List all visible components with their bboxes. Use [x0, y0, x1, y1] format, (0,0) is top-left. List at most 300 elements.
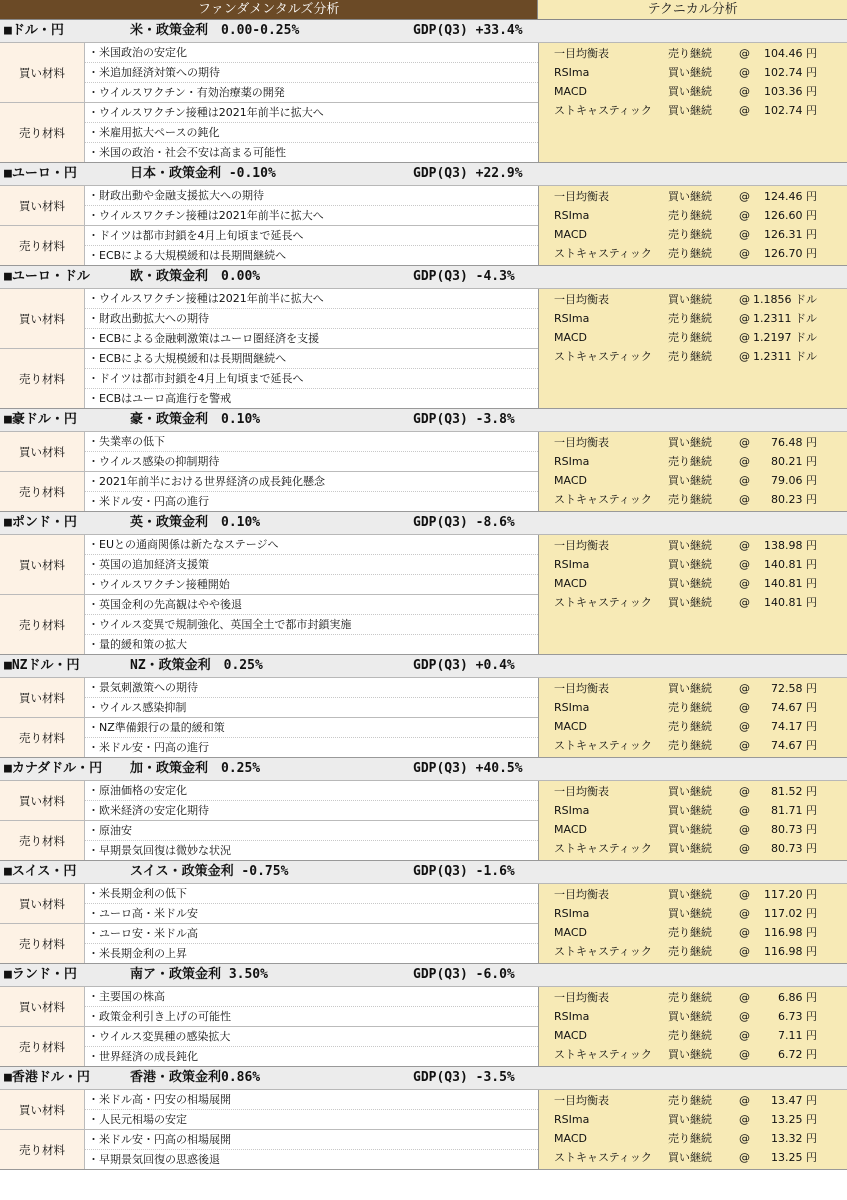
factor-group-label: 買い材料 [0, 678, 85, 717]
factor-group-label: 買い材料 [0, 186, 85, 225]
factor-item: ・ユーロ高・米ドル安 [85, 904, 538, 923]
signal-price: 116.98 円 [764, 926, 817, 939]
factor-item: ・ウイルスワクチン・有効治療薬の開発 [85, 83, 538, 102]
section-body [0, 43, 847, 162]
signal-status: 売り継続 [668, 209, 712, 222]
at-sign: @ [739, 1029, 750, 1042]
indicator-name: RSIma [554, 66, 590, 79]
at-sign: @ [739, 493, 750, 506]
policy-rate: NZ・政策金利 0.25% [130, 658, 263, 673]
factor-item: ・米長期金利の低下 [85, 884, 538, 904]
signal-row [539, 244, 847, 263]
factor-item: ・米雇用拡大ペースの鈍化 [85, 123, 538, 143]
at-sign: @ [739, 1048, 750, 1061]
factor-item: ・ウイルス感染の抑制期待 [85, 452, 538, 471]
signal-status: 売り継続 [668, 312, 712, 325]
at-sign: @ [739, 247, 750, 260]
section-title [0, 655, 847, 678]
indicator-name: MACD [554, 720, 587, 733]
signal-price: 103.36 円 [764, 85, 817, 98]
signal-status: 買い継続 [668, 577, 712, 590]
indicator-name: 一目均衡表 [554, 47, 609, 60]
signal-row [539, 536, 847, 555]
indicator-name: RSIma [554, 558, 590, 571]
buy-factors [0, 987, 538, 1027]
factor-group-label: 売り材料 [0, 472, 85, 511]
factor-item: ・英国の追加経済支援策 [85, 555, 538, 575]
signal-status: 売り継続 [668, 945, 712, 958]
signal-status: 買い継続 [668, 1010, 712, 1023]
signal-row [539, 698, 847, 717]
section-title [0, 964, 847, 987]
signal-row [539, 1148, 847, 1167]
buy-factors [0, 1090, 538, 1130]
signal-price: 126.31 円 [764, 228, 817, 241]
factor-group-label: 売り材料 [0, 821, 85, 860]
signal-price: 13.47 円 [771, 1094, 817, 1107]
factor-item: ・原油安 [85, 821, 538, 841]
factor-group-label: 買い材料 [0, 432, 85, 471]
factor-item: ・量的緩和策の拡大 [85, 635, 538, 654]
at-sign: @ [739, 739, 750, 752]
policy-rate: 豪・政策金利 0.10% [130, 412, 261, 427]
technical-signals [538, 987, 847, 1066]
factor-group-label: 売り材料 [0, 595, 85, 654]
signal-status: 買い継続 [668, 539, 712, 552]
factor-item: ・2021年前半における世界経済の成長鈍化懸念 [85, 472, 538, 492]
policy-rate: スイス・政策金利 -0.75% [130, 864, 289, 879]
factor-group-label: 売り材料 [0, 718, 85, 757]
factor-item: ・失業率の低下 [85, 432, 538, 452]
signal-price: 6.73 円 [778, 1010, 817, 1023]
buy-factors [0, 884, 538, 924]
signal-row [539, 820, 847, 839]
signal-status: 売り継続 [668, 1132, 712, 1145]
signal-row [539, 923, 847, 942]
signal-price: 104.46 円 [764, 47, 817, 60]
gdp-value: GDP(Q3) -3.8% [413, 412, 515, 427]
signal-row [539, 736, 847, 755]
section-title [0, 266, 847, 289]
factor-item: ・ウイルス変異で規制強化、英国全土で都市封鎖実施 [85, 615, 538, 635]
signal-row [539, 717, 847, 736]
currency-pair: ■スイス・円 [4, 864, 77, 879]
at-sign: @ [739, 66, 750, 79]
signal-status: 買い継続 [668, 888, 712, 901]
at-sign: @ [739, 701, 750, 714]
factor-list [85, 1027, 538, 1066]
technical-signals [538, 1090, 847, 1169]
signal-row [539, 988, 847, 1007]
indicator-name: MACD [554, 1029, 587, 1042]
factor-list [85, 349, 538, 408]
policy-rate: 南ア・政策金利 3.50% [130, 967, 268, 982]
factor-item: ・ウイルスワクチン接種は2021年前半に拡大へ [85, 103, 538, 123]
currency-pair: ■NZドル・円 [4, 658, 80, 673]
fundamental-factors [0, 678, 538, 757]
indicator-name: RSIma [554, 701, 590, 714]
signal-row [539, 225, 847, 244]
currency-section [0, 512, 847, 655]
factor-list [85, 987, 538, 1026]
factor-item: ・ウイルスワクチン接種開始 [85, 575, 538, 594]
currency-section [0, 655, 847, 758]
currency-section [0, 266, 847, 409]
currency-section [0, 861, 847, 964]
signal-row [539, 290, 847, 309]
factor-item: ・米長期金利の上昇 [85, 944, 538, 963]
factor-list [85, 1090, 538, 1129]
signal-row [539, 490, 847, 509]
indicator-name: MACD [554, 331, 587, 344]
signal-status: 売り継続 [668, 247, 712, 260]
currency-pair: ■ドル・円 [4, 23, 64, 38]
currency-pair: ■ユーロ・円 [4, 166, 77, 181]
signal-row [539, 1110, 847, 1129]
gdp-value: GDP(Q3) +40.5% [413, 761, 523, 776]
factor-list [85, 226, 538, 265]
technical-signals [538, 678, 847, 757]
gdp-value: GDP(Q3) -1.6% [413, 864, 515, 879]
signal-row [539, 63, 847, 82]
section-title [0, 409, 847, 432]
factor-item: ・ECBによる大規模緩和は長期間継続へ [85, 349, 538, 369]
technical-signals [538, 186, 847, 265]
at-sign: @ [739, 720, 750, 733]
indicator-name: 一目均衡表 [554, 539, 609, 552]
sell-factors [0, 349, 538, 408]
section-body [0, 987, 847, 1066]
signal-status: 買い継続 [668, 907, 712, 920]
signal-status: 売り継続 [668, 926, 712, 939]
factor-group-label: 買い材料 [0, 1090, 85, 1129]
fundamental-factors [0, 43, 538, 162]
indicator-name: RSIma [554, 804, 590, 817]
factor-list [85, 472, 538, 511]
signal-status: 買い継続 [668, 558, 712, 571]
indicator-name: RSIma [554, 455, 590, 468]
factor-item: ・米追加経済対策への期待 [85, 63, 538, 83]
signal-row [539, 347, 847, 366]
signal-price: 124.46 円 [764, 190, 817, 203]
factor-item: ・米ドル高・円安の相場展開 [85, 1090, 538, 1110]
indicator-name: MACD [554, 926, 587, 939]
factor-list [85, 821, 538, 860]
at-sign: @ [739, 228, 750, 241]
indicator-name: MACD [554, 85, 587, 98]
sell-factors [0, 924, 538, 963]
signal-row [539, 1026, 847, 1045]
signal-row [539, 1129, 847, 1148]
buy-factors [0, 186, 538, 226]
signal-status: 売り継続 [668, 1029, 712, 1042]
factor-group-label: 買い材料 [0, 987, 85, 1026]
signal-status: 買い継続 [668, 823, 712, 836]
at-sign: @ [739, 1113, 750, 1126]
fundamental-factors [0, 781, 538, 860]
factor-list [85, 595, 538, 654]
factor-item: ・米国政治の安定化 [85, 43, 538, 63]
at-sign: @ [739, 1151, 750, 1164]
signal-status: 買い継続 [668, 293, 712, 306]
signal-row [539, 555, 847, 574]
indicator-name: ストキャスティック [554, 104, 652, 117]
signal-row [539, 452, 847, 471]
factor-item: ・早期景気回復の思惑後退 [85, 1150, 538, 1169]
signal-status: 売り継続 [668, 720, 712, 733]
signal-price: 1.2197 ドル [753, 331, 817, 344]
signal-row [539, 593, 847, 612]
indicator-name: MACD [554, 228, 587, 241]
signal-status: 売り継続 [668, 228, 712, 241]
factor-list [85, 43, 538, 102]
gdp-value: GDP(Q3) +33.4% [413, 23, 523, 38]
signal-row [539, 839, 847, 858]
signal-price: 7.11 円 [778, 1029, 817, 1042]
factor-item: ・ドイツは都市封鎖を4月上旬頃まで延長へ [85, 369, 538, 389]
section-title [0, 1067, 847, 1090]
factor-item: ・世界経済の成長鈍化 [85, 1047, 538, 1066]
factor-list [85, 432, 538, 471]
signal-status: 買い継続 [668, 842, 712, 855]
signal-row [539, 471, 847, 490]
technical-signals [538, 289, 847, 408]
signal-row [539, 187, 847, 206]
at-sign: @ [739, 293, 750, 306]
signal-status: 買い継続 [668, 682, 712, 695]
indicator-name: RSIma [554, 1113, 590, 1126]
indicator-name: ストキャスティック [554, 739, 652, 752]
signal-price: 80.73 円 [771, 823, 817, 836]
section-title [0, 861, 847, 884]
section-title [0, 512, 847, 535]
signal-status: 売り継続 [668, 331, 712, 344]
signal-status: 買い継続 [668, 804, 712, 817]
signal-price: 1.2311 ドル [753, 350, 817, 363]
signal-price: 80.21 円 [771, 455, 817, 468]
policy-rate: 欧・政策金利 0.00% [130, 269, 261, 284]
signal-price: 117.20 円 [764, 888, 817, 901]
signal-status: 売り継続 [668, 350, 712, 363]
signal-price: 81.71 円 [771, 804, 817, 817]
factor-group-label: 買い材料 [0, 43, 85, 102]
factor-list [85, 289, 538, 348]
section-body [0, 884, 847, 963]
signal-row [539, 82, 847, 101]
factor-item: ・NZ準備銀行の量的緩和策 [85, 718, 538, 738]
gdp-value: GDP(Q3) -6.0% [413, 967, 515, 982]
section-title [0, 758, 847, 781]
at-sign: @ [739, 991, 750, 1004]
factor-item: ・欧米経済の安定化期待 [85, 801, 538, 820]
section-body [0, 289, 847, 408]
factor-item: ・人民元相場の安定 [85, 1110, 538, 1129]
at-sign: @ [739, 436, 750, 449]
factor-list [85, 884, 538, 923]
indicator-name: ストキャスティック [554, 247, 652, 260]
signal-price: 74.67 円 [771, 739, 817, 752]
factor-group-label: 買い材料 [0, 884, 85, 923]
currency-section [0, 163, 847, 266]
buy-factors [0, 432, 538, 472]
at-sign: @ [739, 785, 750, 798]
factor-list [85, 781, 538, 820]
signal-price: 126.70 円 [764, 247, 817, 260]
indicator-name: MACD [554, 1132, 587, 1145]
sell-factors [0, 1027, 538, 1066]
sell-factors [0, 718, 538, 757]
section-body [0, 1090, 847, 1169]
signal-status: 買い継続 [668, 190, 712, 203]
indicator-name: 一目均衡表 [554, 785, 609, 798]
indicator-name: 一目均衡表 [554, 888, 609, 901]
factor-list [85, 678, 538, 717]
signal-price: 79.06 円 [771, 474, 817, 487]
indicator-name: 一目均衡表 [554, 682, 609, 695]
factor-list [85, 924, 538, 963]
sell-factors [0, 821, 538, 860]
factor-item: ・ECBによる大規模緩和は長期間継続へ [85, 246, 538, 265]
factor-group-label: 売り材料 [0, 103, 85, 162]
signal-row [539, 942, 847, 961]
at-sign: @ [739, 804, 750, 817]
sell-factors [0, 472, 538, 511]
currency-sections [0, 20, 847, 1170]
at-sign: @ [739, 190, 750, 203]
at-sign: @ [739, 577, 750, 590]
indicator-name: ストキャスティック [554, 1048, 652, 1061]
factor-item: ・英国金利の先高観はやや後退 [85, 595, 538, 615]
indicator-name: 一目均衡表 [554, 436, 609, 449]
gdp-value: GDP(Q3) -8.6% [413, 515, 515, 530]
section-body [0, 781, 847, 860]
at-sign: @ [739, 312, 750, 325]
fundamental-factors [0, 987, 538, 1066]
sell-factors [0, 1130, 538, 1169]
factor-group-label: 買い材料 [0, 535, 85, 594]
indicator-name: ストキャスティック [554, 493, 652, 506]
policy-rate: 加・政策金利 0.25% [130, 761, 261, 776]
policy-rate: 日本・政策金利 -0.10% [130, 166, 276, 181]
signal-price: 76.48 円 [771, 436, 817, 449]
signal-price: 72.58 円 [771, 682, 817, 695]
factor-list [85, 186, 538, 225]
signal-row [539, 885, 847, 904]
signal-price: 13.25 円 [771, 1113, 817, 1126]
sell-factors [0, 103, 538, 162]
signal-row [539, 328, 847, 347]
signal-row [539, 679, 847, 698]
gdp-value: GDP(Q3) -4.3% [413, 269, 515, 284]
section-body [0, 432, 847, 511]
at-sign: @ [739, 350, 750, 363]
policy-rate: 英・政策金利 0.10% [130, 515, 261, 530]
indicator-name: MACD [554, 474, 587, 487]
section-body [0, 186, 847, 265]
signal-price: 80.73 円 [771, 842, 817, 855]
currency-pair: ■ランド・円 [4, 967, 77, 982]
indicator-name: RSIma [554, 312, 590, 325]
at-sign: @ [739, 474, 750, 487]
currency-pair: ■ユーロ・ドル [4, 269, 90, 284]
signal-status: 買い継続 [668, 596, 712, 609]
signal-row [539, 44, 847, 63]
signal-row [539, 1091, 847, 1110]
fundamental-factors [0, 1090, 538, 1169]
signal-price: 6.86 円 [778, 991, 817, 1004]
signal-status: 売り継続 [668, 991, 712, 1004]
factor-group-label: 買い材料 [0, 781, 85, 820]
indicator-name: 一目均衡表 [554, 1094, 609, 1107]
gdp-value: GDP(Q3) +22.9% [413, 166, 523, 181]
signal-price: 80.23 円 [771, 493, 817, 506]
factor-item: ・米ドル安・円高の進行 [85, 492, 538, 511]
signal-status: 買い継続 [668, 1113, 712, 1126]
factor-item: ・主要国の株高 [85, 987, 538, 1007]
gdp-value: GDP(Q3) +0.4% [413, 658, 515, 673]
signal-row [539, 1045, 847, 1064]
signal-status: 売り継続 [668, 739, 712, 752]
currency-section [0, 758, 847, 861]
factor-item: ・ECBはユーロ高進行を警戒 [85, 389, 538, 408]
signal-price: 102.74 円 [764, 66, 817, 79]
signal-price: 13.32 円 [771, 1132, 817, 1145]
factor-item: ・原油価格の安定化 [85, 781, 538, 801]
technical-signals [538, 432, 847, 511]
factor-item: ・ウイルス感染抑制 [85, 698, 538, 717]
at-sign: @ [739, 907, 750, 920]
factor-item: ・米ドル安・円高の進行 [85, 738, 538, 757]
signal-row [539, 782, 847, 801]
fundamental-factors [0, 535, 538, 654]
technical-header: テクニカル分析 [537, 0, 847, 19]
section-title [0, 20, 847, 43]
signal-status: 買い継続 [668, 436, 712, 449]
fundamental-header: ファンダメンタルズ分析 [0, 0, 537, 19]
signal-row [539, 101, 847, 120]
section-body [0, 678, 847, 757]
factor-group-label: 売り材料 [0, 1130, 85, 1169]
signal-row [539, 206, 847, 225]
factor-item: ・財政出動拡大への期待 [85, 309, 538, 329]
indicator-name: 一目均衡表 [554, 293, 609, 306]
at-sign: @ [739, 558, 750, 571]
indicator-name: 一目均衡表 [554, 991, 609, 1004]
signal-row [539, 433, 847, 452]
at-sign: @ [739, 47, 750, 60]
factor-list [85, 718, 538, 757]
gdp-value: GDP(Q3) -3.5% [413, 1070, 515, 1085]
signal-status: 買い継続 [668, 66, 712, 79]
factor-item: ・財政出動や金融支援拡大への期待 [85, 186, 538, 206]
signal-status: 買い継続 [668, 85, 712, 98]
signal-price: 138.98 円 [764, 539, 817, 552]
signal-price: 140.81 円 [764, 558, 817, 571]
signal-price: 126.60 円 [764, 209, 817, 222]
factor-list [85, 535, 538, 594]
currency-section [0, 964, 847, 1067]
factor-item: ・米ドル安・円高の相場展開 [85, 1130, 538, 1150]
signal-price: 81.52 円 [771, 785, 817, 798]
buy-factors [0, 43, 538, 103]
technical-signals [538, 884, 847, 963]
at-sign: @ [739, 888, 750, 901]
signal-price: 6.72 円 [778, 1048, 817, 1061]
indicator-name: ストキャスティック [554, 350, 652, 363]
signal-row [539, 904, 847, 923]
factor-item: ・EUとの通商関係は新たなステージへ [85, 535, 538, 555]
at-sign: @ [739, 682, 750, 695]
